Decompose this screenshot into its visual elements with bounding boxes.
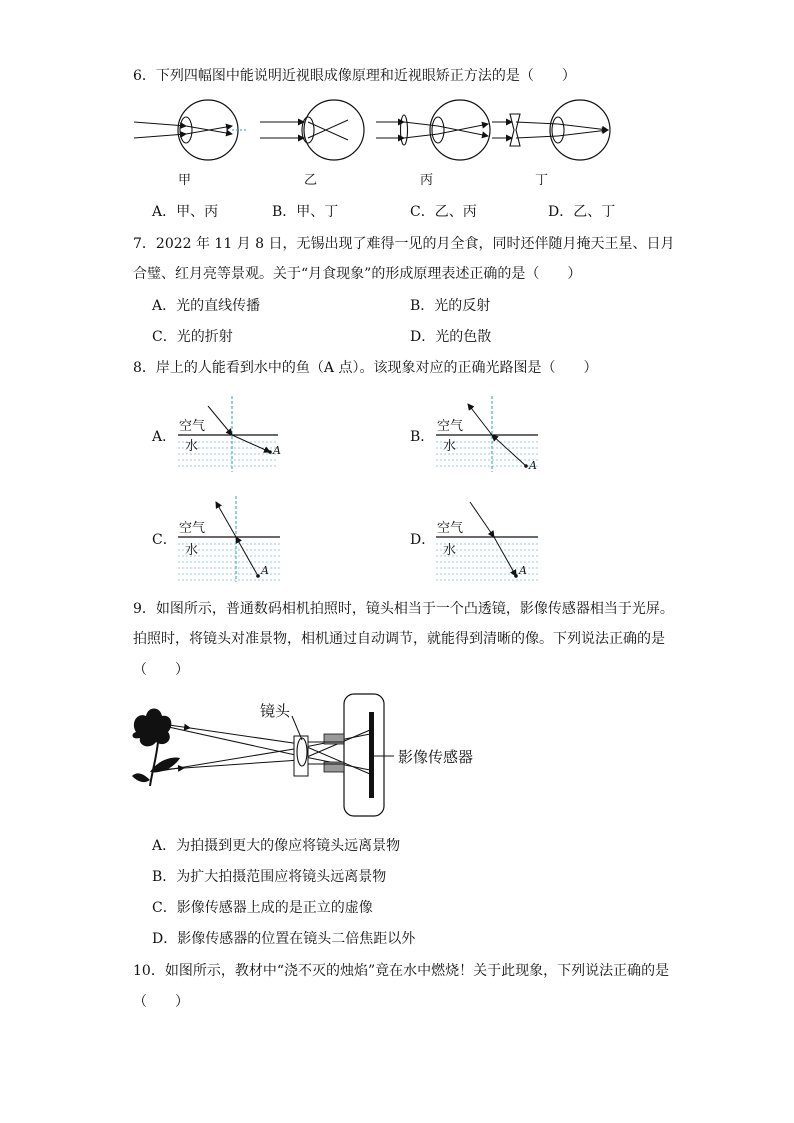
eye-ding (492, 100, 610, 160)
q7-option-b[interactable]: B．光的反射 (410, 298, 491, 314)
q8-diagram-b (434, 394, 544, 474)
q8-stem: 8．岸上的人能看到水中的鱼（A 点）。该现象对应的正确光路图是（ ） (133, 360, 598, 376)
q8c-water-label: 水 (185, 543, 199, 558)
q6-option-a[interactable]: A．甲、丙 (152, 204, 219, 220)
flower-object (132, 709, 180, 787)
q9-camera-diagram (128, 690, 508, 820)
q8-option-b[interactable]: B． (410, 429, 435, 445)
q6-option-c[interactable]: C．乙、丙 (410, 204, 477, 220)
q8d-air-label: 空气 (437, 521, 464, 536)
q9-option-a[interactable]: A．为拍摄到更大的像应将镜头远离景物 (152, 838, 401, 854)
q8-diagram-c (176, 494, 286, 584)
q7-option-d[interactable]: D．光的色散 (410, 329, 492, 345)
q7-stem-line2: 合璧、红月亮等景观。关于“月食现象”的形成原理表述正确的是（ ） (133, 266, 582, 282)
q9-stem-line3: （ ） (133, 662, 189, 678)
q10-stem-line1: 10．如图所示，教材中“浇不灭的烛焰”竟在水中燃烧！关于此现象，下列说法正确的是 (133, 963, 670, 979)
q10-stem-line2: （ ） (133, 994, 189, 1010)
caption-yi: 乙 (304, 173, 318, 188)
q8d-water-label: 水 (443, 543, 457, 558)
q9-stem-line2: 拍照时，将镜头对准景物，相机通过自动调节，就能得到清晰的像。下列说法正确的是 (133, 631, 665, 647)
q7-stem-line1: 7．2022 年 11 月 8 日，无锡出现了难得一见的月全食，同时还伴随月掩天王星、日月 (133, 236, 675, 252)
eye-jia (134, 100, 246, 160)
q9-option-d[interactable]: D．影像传感器的位置在镜头二倍焦距以外 (152, 931, 416, 947)
q6-option-d[interactable]: D．乙、丁 (548, 204, 616, 220)
q8-option-a[interactable]: A． (152, 429, 177, 445)
q9-option-c[interactable]: C．影像传感器上成的是正立的虚像 (152, 900, 373, 916)
q8-diagram-a (176, 394, 286, 474)
q8-option-d[interactable]: D． (410, 532, 436, 548)
lens-label: 镜头 (260, 702, 291, 720)
q6-option-b[interactable]: B．甲、丁 (272, 204, 339, 220)
q8c-air-label: 空气 (179, 521, 206, 536)
q8b-air-label: 空气 (437, 419, 464, 434)
eye-yi (260, 100, 364, 160)
q8d-point-label: A (519, 564, 527, 577)
q8b-point-label: A (529, 459, 537, 472)
q7-option-a[interactable]: A．光的直线传播 (152, 298, 261, 314)
q8a-point-label: A (273, 444, 281, 457)
q9-stem-line1: 9．如图所示，普通数码相机拍照时，镜头相当于一个凸透镜，影像传感器相当于光屏。 (133, 601, 674, 617)
caption-jia: 甲 (178, 173, 192, 188)
q9-option-b[interactable]: B．为扩大拍摄范围应将镜头远离景物 (152, 869, 387, 885)
q6-stem: 6．下列四幅图中能说明近视眼成像原理和近视眼矫正方法的是（ ） (133, 68, 576, 84)
q8b-water-label: 水 (443, 439, 457, 454)
sensor-label: 影像传感器 (398, 748, 474, 766)
q7-option-c[interactable]: C．光的折射 (152, 329, 233, 345)
q8a-water-label: 水 (185, 439, 199, 454)
q8-diagram-d (434, 494, 544, 584)
caption-bing: 丙 (420, 173, 434, 188)
q8c-point-label: A (261, 564, 269, 577)
caption-ding: 丁 (535, 173, 549, 188)
q8a-air-label: 空气 (179, 419, 206, 434)
eye-bing (376, 100, 490, 160)
q8-option-c[interactable]: C． (152, 532, 177, 548)
